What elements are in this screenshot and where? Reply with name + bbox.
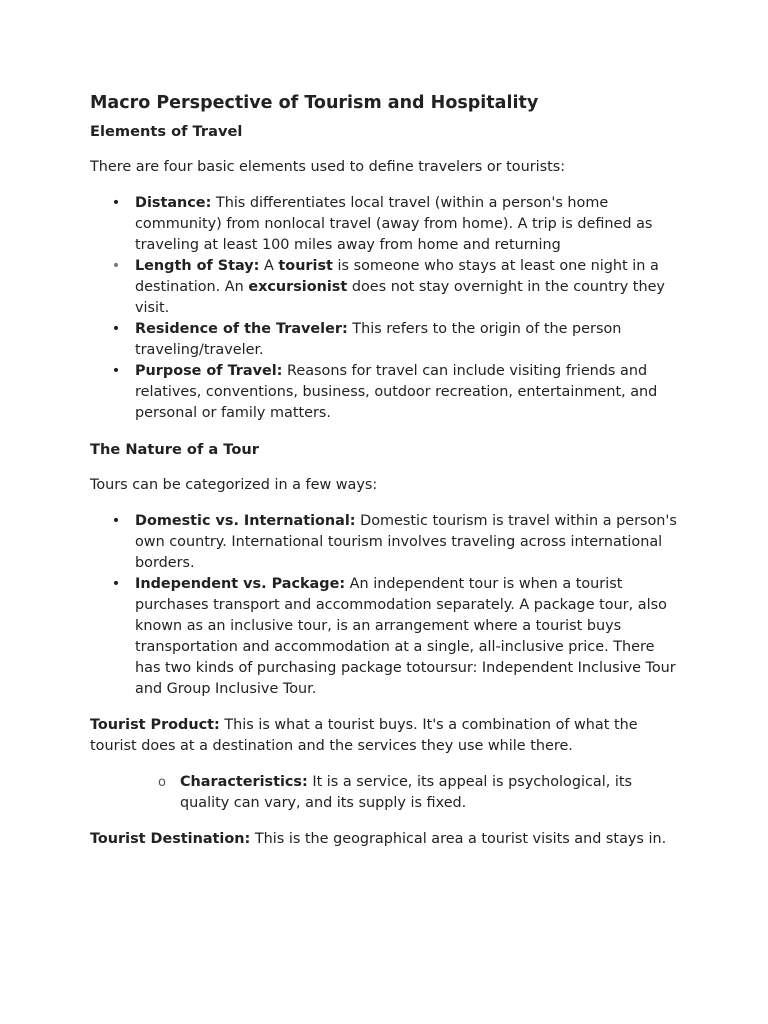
- nature-intro-paragraph: Tours can be categorized in a few ways:: [90, 477, 378, 493]
- term-independent-package: Independent vs. Package:: [135, 576, 346, 592]
- list-item-length-of-stay: [90, 256, 680, 319]
- list-item-purpose: [90, 361, 680, 424]
- section-heading-elements-of-travel: Elements of Travel: [90, 123, 243, 140]
- bullet-icon: •: [111, 576, 121, 592]
- list-item-distance: [90, 193, 680, 256]
- text-purpose: Reasons for travel can include visiting friends and relatives, conventions, business, outdoor recreation, entertainment, and personal or family matters.: [135, 363, 658, 421]
- list-item-domestic-international: [90, 511, 680, 574]
- hollow-bullet-icon: o: [158, 775, 166, 790]
- elements-intro-paragraph: There are four basic elements used to define travelers or tourists:: [90, 159, 566, 175]
- term-domestic-international: Domestic vs. International:: [135, 513, 356, 529]
- term-distance: Distance:: [135, 195, 212, 211]
- tour-types-list: [90, 511, 680, 700]
- list-item-residence: [90, 319, 680, 361]
- document-title: Macro Perspective of Tourism and Hospitality: [90, 93, 539, 113]
- text-length-of-stay-a: A: [259, 258, 279, 274]
- text-characteristics: It is a service, its appeal is psychological, its quality can vary, and its supply is fixed.: [180, 774, 633, 811]
- text-residence: This refers to the origin of the person traveling/traveler.: [135, 321, 622, 358]
- bullet-icon: •: [111, 258, 121, 274]
- text-tourist-destination: This is the geographical area a tourist visits and stays in.: [250, 831, 667, 847]
- term-length-of-stay: Length of Stay:: [135, 258, 260, 274]
- term-tourist-destination: Tourist Destination:: [90, 831, 251, 847]
- term-residence: Residence of the Traveler:: [135, 321, 348, 337]
- bullet-icon: •: [111, 195, 121, 211]
- document-page: [90, 90, 680, 865]
- term-purpose: Purpose of Travel:: [135, 363, 283, 379]
- term-tourist: tourist: [278, 258, 333, 274]
- sublist-item-characteristics: [90, 772, 680, 814]
- section-heading-nature-of-tour: The Nature of a Tour: [90, 441, 259, 458]
- term-tourist-product: Tourist Product:: [90, 717, 220, 733]
- tourist-product-sublist: [90, 772, 680, 814]
- list-item-independent-package: [90, 574, 680, 700]
- text-domestic-international: Domestic tourism is travel within a person's own country. International tourism involves traveling across international borders.: [135, 513, 677, 571]
- bullet-icon: •: [111, 321, 121, 337]
- text-length-of-stay-c: does not stay overnight in the country they visit.: [135, 279, 665, 316]
- elements-list: [90, 193, 680, 424]
- term-excursionist: excursionist: [248, 279, 348, 295]
- tourist-product-paragraph: [90, 715, 680, 757]
- text-length-of-stay-b: is someone who stays at least one night in a destination. An: [135, 258, 659, 295]
- text-distance: This differentiates local travel (within a person's home community) from nonlocal travel (away from home). A trip is defined as traveling at least 100 miles away from home and returning: [135, 195, 653, 253]
- bullet-icon: •: [111, 363, 121, 379]
- text-tourist-product: This is what a tourist buys. It's a combination of what the tourist does at a destination and the services they use while there.: [90, 717, 638, 754]
- text-independent-package: An independent tour is when a tourist purchases transport and accommodation separately. A package tour, also known as an inclusive tour, is an arrangement where a tourist buys transportation and accommodation at a single, all-inclusive price. There has two kinds of purchasing package totoursur: Independent Inclusive Tour and Group Inclusive Tour.: [135, 576, 676, 697]
- bullet-icon: •: [111, 513, 121, 529]
- tourist-destination-paragraph: [90, 829, 680, 850]
- term-characteristics: Characteristics:: [180, 774, 308, 790]
